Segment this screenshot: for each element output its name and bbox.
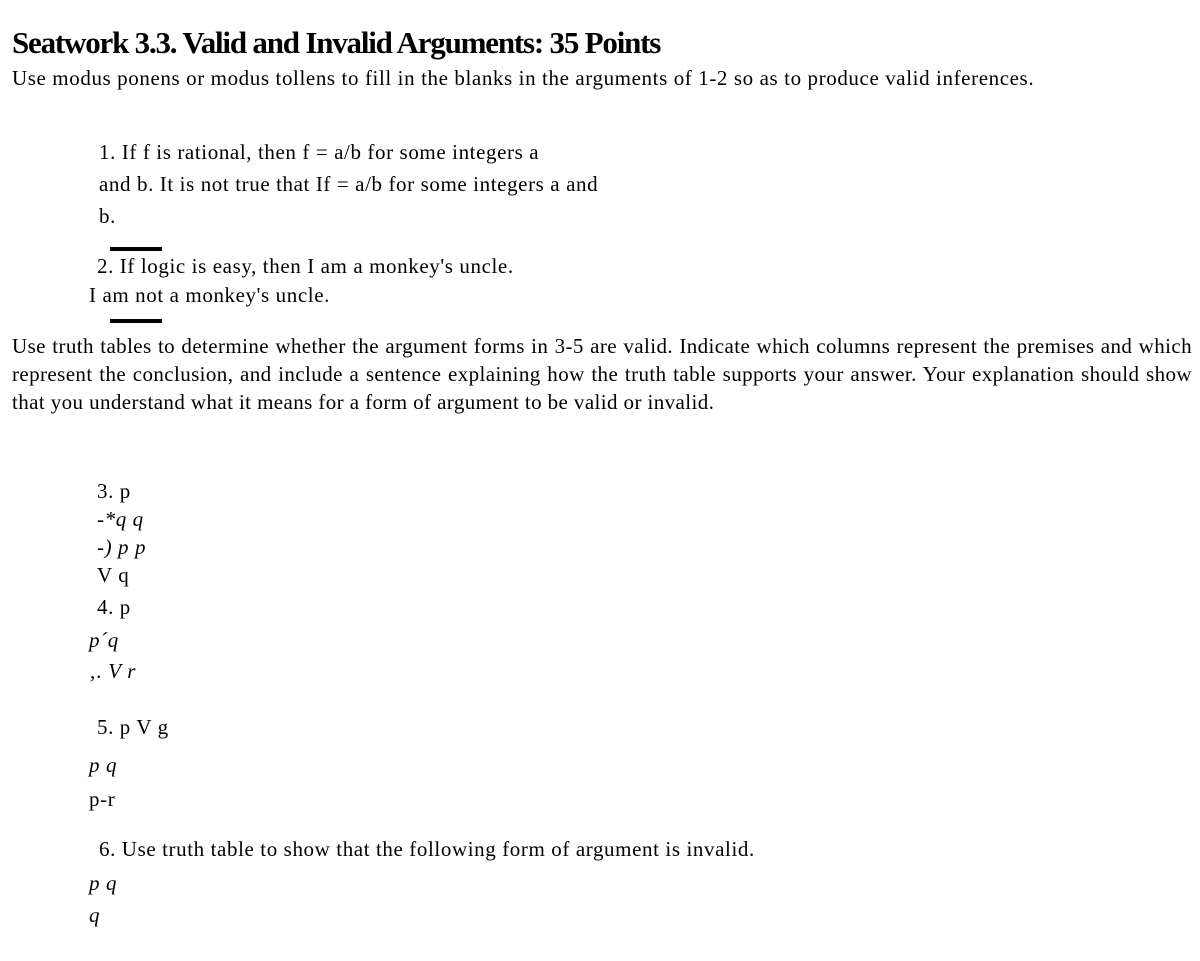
form-4-line-2: p´q xyxy=(89,628,119,652)
item-1-line-2: and b. It is not true that If = a/b for some integers a and xyxy=(99,172,599,196)
form-6-line-3: q xyxy=(89,903,101,927)
form-3-line-1: 3. p xyxy=(97,479,131,503)
item-2-line-1: 2. If logic is easy, then I am a monkey's uncle. xyxy=(97,254,514,278)
instructions-1: Use modus ponens or modus tollens to fill in the blanks in the arguments of 1-2 so as to produce valid inferences. xyxy=(12,66,1035,90)
form-5-line-2: p q xyxy=(89,753,118,777)
instructions-2: Use truth tables to determine whether the argument forms in 3-5 are valid. Indicate which columns represent the premises and which represent the conclusion, and include a sentence explaining how the truth table supports your answer. Your explanation should show that you understand what it means for a form of argument to be valid or invalid. xyxy=(12,334,1192,414)
form-3-line-4: V q xyxy=(97,563,130,587)
form-6-line-2: p q xyxy=(89,871,118,895)
form-4-line-1: 4. p xyxy=(97,595,131,619)
form-5-line-3: p-r xyxy=(89,787,116,811)
fill-blank-line xyxy=(110,319,162,323)
form-5-line-1: 5. p V g xyxy=(97,715,169,739)
item-1-line-1: 1. If f is rational, then f = a/b for some integers a xyxy=(99,140,540,164)
form-6-line-1: 6. Use truth table to show that the following form of argument is invalid. xyxy=(99,837,755,861)
form-3-line-3: -) p p xyxy=(97,535,147,559)
fill-blank-line xyxy=(110,247,162,251)
form-3-line-2: -*q q xyxy=(97,507,144,531)
page-title: Seatwork 3.3. Valid and Invalid Arguments: 35 Points xyxy=(12,25,661,60)
form-4-line-3: ‚. V r xyxy=(89,659,136,683)
item-1-line-3: b. xyxy=(99,204,116,228)
item-2-line-2: I am not a monkey's uncle. xyxy=(89,283,330,307)
